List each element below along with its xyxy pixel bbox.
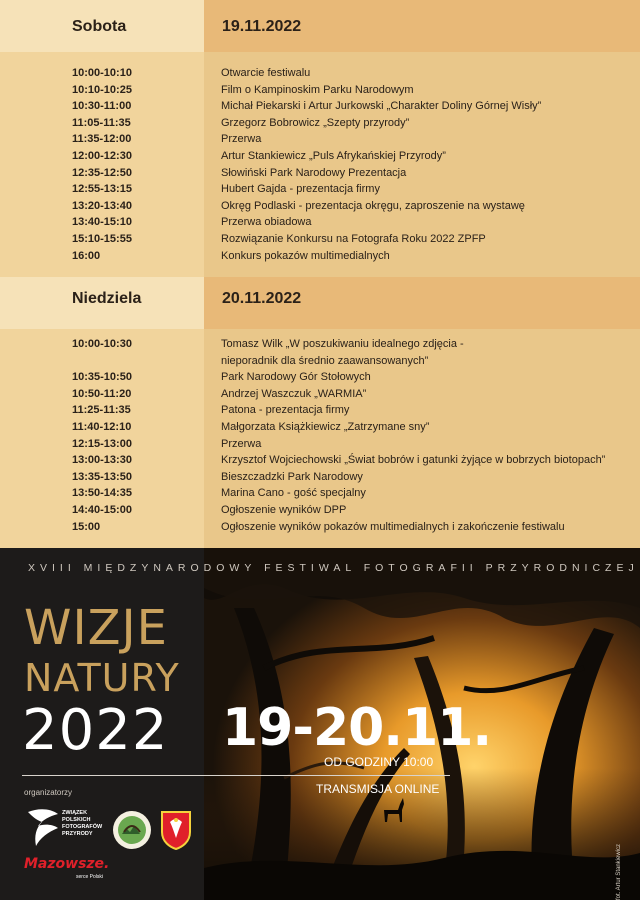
schedule-row	[0, 248, 640, 265]
schedule-row	[0, 65, 640, 82]
schedule-event: Słowiński Park Narodowy Prezentacja	[221, 166, 407, 179]
schedule-event: Okręg Podlaski - prezentacja okręgu, zaproszenie na wystawę	[221, 199, 525, 212]
schedule-time: 16:00	[72, 249, 101, 262]
schedule-time: 12:55-13:15	[72, 183, 132, 196]
online-streaming-label: TRANSMISJA ONLINE	[316, 782, 440, 796]
schedule-time: 12:35-12:50	[72, 166, 132, 179]
schedule-time: 11:25-11:35	[72, 404, 131, 417]
schedule-event: Krzysztof Wojciechowski „Świat bobrów i gatunki żyjące w bobrzych biotopach”	[221, 454, 606, 467]
schedule-time: 12:15-13:00	[72, 437, 132, 450]
event-dates: 19-20.11.	[222, 698, 492, 758]
poster-title-year: 2022	[22, 698, 169, 763]
schedule-row	[0, 402, 640, 419]
schedule-time: 12:00-12:30	[72, 150, 132, 162]
kampinoski-park-logo	[112, 810, 152, 850]
schedule-event: Patona - prezentacja firmy	[221, 404, 350, 417]
schedule-row	[0, 502, 640, 519]
schedule-row	[0, 419, 640, 436]
schedule-time: 10:35-10:50	[72, 371, 132, 384]
schedule-row	[0, 353, 640, 370]
schedule-row	[0, 336, 640, 353]
schedule-time: 11:40-12:10	[72, 421, 132, 433]
schedule-row	[0, 386, 640, 403]
schedule-time: 10:00-10:10	[72, 67, 132, 79]
schedule-time: 15:00	[72, 520, 101, 533]
schedule-event: Ogłoszenie wyników DPP	[221, 504, 347, 516]
poster-title-wizje: WIZJE	[24, 600, 168, 656]
schedule-row	[0, 131, 640, 148]
schedule-row	[0, 198, 640, 215]
schedule-row	[0, 519, 640, 536]
poster-divider	[22, 775, 450, 776]
schedule-time: 13:50-14:35	[72, 487, 132, 500]
schedule-event: Film o Kampinoskim Parku Narodowym	[221, 83, 414, 96]
day-label-saturday: Sobota	[72, 18, 127, 35]
schedule-event: Michał Piekarski i Artur Jurkowski „Charakter Doliny Górnej Wisły”	[221, 100, 542, 113]
schedule-row	[0, 214, 640, 231]
schedule-row	[0, 148, 640, 165]
schedule-time: 11:05-11:35	[72, 116, 131, 129]
day-date-saturday: 19.11.2022	[222, 18, 302, 35]
zpfp-logo-text: ZWIĄZEK POLSKICH FOTOGRAFÓW PRZYRODY	[62, 810, 103, 837]
schedule-time: 10:00-10:30	[72, 338, 132, 350]
mazowsze-logo-subtitle: serce Polski	[76, 874, 103, 880]
schedule-time: 10:10-10:25	[72, 83, 132, 96]
organizers-label: organizatorzy	[24, 788, 73, 797]
schedule-time: 13:00-13:30	[72, 454, 132, 467]
schedule-row	[0, 436, 640, 453]
schedule-event: Artur Stankiewicz „Puls Afrykańskiej Przyrody”	[221, 150, 446, 162]
schedule-event: Rozwiązanie Konkursu na Fotografa Roku 2022 ZPFP	[221, 233, 486, 245]
festival-poster	[0, 548, 640, 900]
schedule-event: Przerwa	[221, 133, 262, 146]
schedule-time: 11:35-12:00	[72, 133, 132, 146]
schedule-time: 13:35-13:50	[72, 470, 132, 483]
schedule-event: Ogłoszenie wyników pokazów multimedialnych i zakończenie festiwalu	[221, 520, 565, 533]
schedule-time: 10:50-11:20	[72, 387, 132, 400]
coat-of-arms-logo	[160, 810, 192, 850]
schedule-event: Konkurs pokazów multimedialnych	[221, 249, 390, 262]
schedule-time: 14:40-15:00	[72, 504, 132, 516]
schedule-event: Hubert Gajda - prezentacja firmy	[221, 183, 380, 196]
schedule-row	[0, 452, 640, 469]
festival-name: XVIII MIĘDZYNARODOWY FESTIWAL FOTOGRAFII PRZYRODNICZEJ	[28, 562, 639, 574]
schedule-row	[0, 181, 640, 198]
poster-title-natury: NATURY	[24, 656, 180, 700]
schedule-event: Otwarcie festiwalu	[221, 67, 311, 79]
schedule-row	[0, 165, 640, 182]
schedule-row	[0, 369, 640, 386]
schedule-row	[0, 485, 640, 502]
day-label-sunday: Niedziela	[72, 290, 142, 307]
schedule-event: Przerwa obiadowa	[221, 216, 312, 229]
schedule-event: Grzegorz Bobrowicz „Szepty przyrody”	[221, 116, 410, 129]
schedule-row	[0, 469, 640, 486]
schedule-event: Bieszczadzki Park Narodowy	[221, 470, 363, 483]
schedule-event: Andrzej Waszczuk „WARMIA”	[221, 387, 367, 400]
schedule-row	[0, 82, 640, 99]
event-start-time: OD GODZINY 10:00	[324, 755, 434, 769]
photo-credit: fot. Artur Stankiewicz	[616, 843, 622, 900]
schedule-time: 13:20-13:40	[72, 199, 132, 212]
schedule-event: nieporadnik dla średnio zaawansowanych”	[221, 354, 429, 367]
schedule-row	[0, 115, 640, 132]
schedule-event: Tomasz Wilk „W poszukiwaniu idealnego zdjęcia -	[221, 338, 464, 350]
schedule-time: 13:40-15:10	[72, 216, 132, 229]
schedule-row	[0, 98, 640, 115]
day-date-sunday: 20.11.2022	[222, 290, 302, 307]
schedule-event: Park Narodowy Gór Stołowych	[221, 371, 371, 384]
schedule-event: Przerwa	[221, 437, 262, 450]
mazowsze-logo: Mazowsze.	[24, 856, 110, 872]
schedule-event: Marina Cano - gość specjalny	[221, 487, 366, 500]
schedule-time: 15:10-15:55	[72, 233, 132, 245]
schedule-time: 10:30-11:00	[72, 100, 132, 113]
schedule-row	[0, 231, 640, 248]
schedule-event: Małgorzata Książkiewicz „Zatrzymane sny”	[221, 421, 430, 433]
